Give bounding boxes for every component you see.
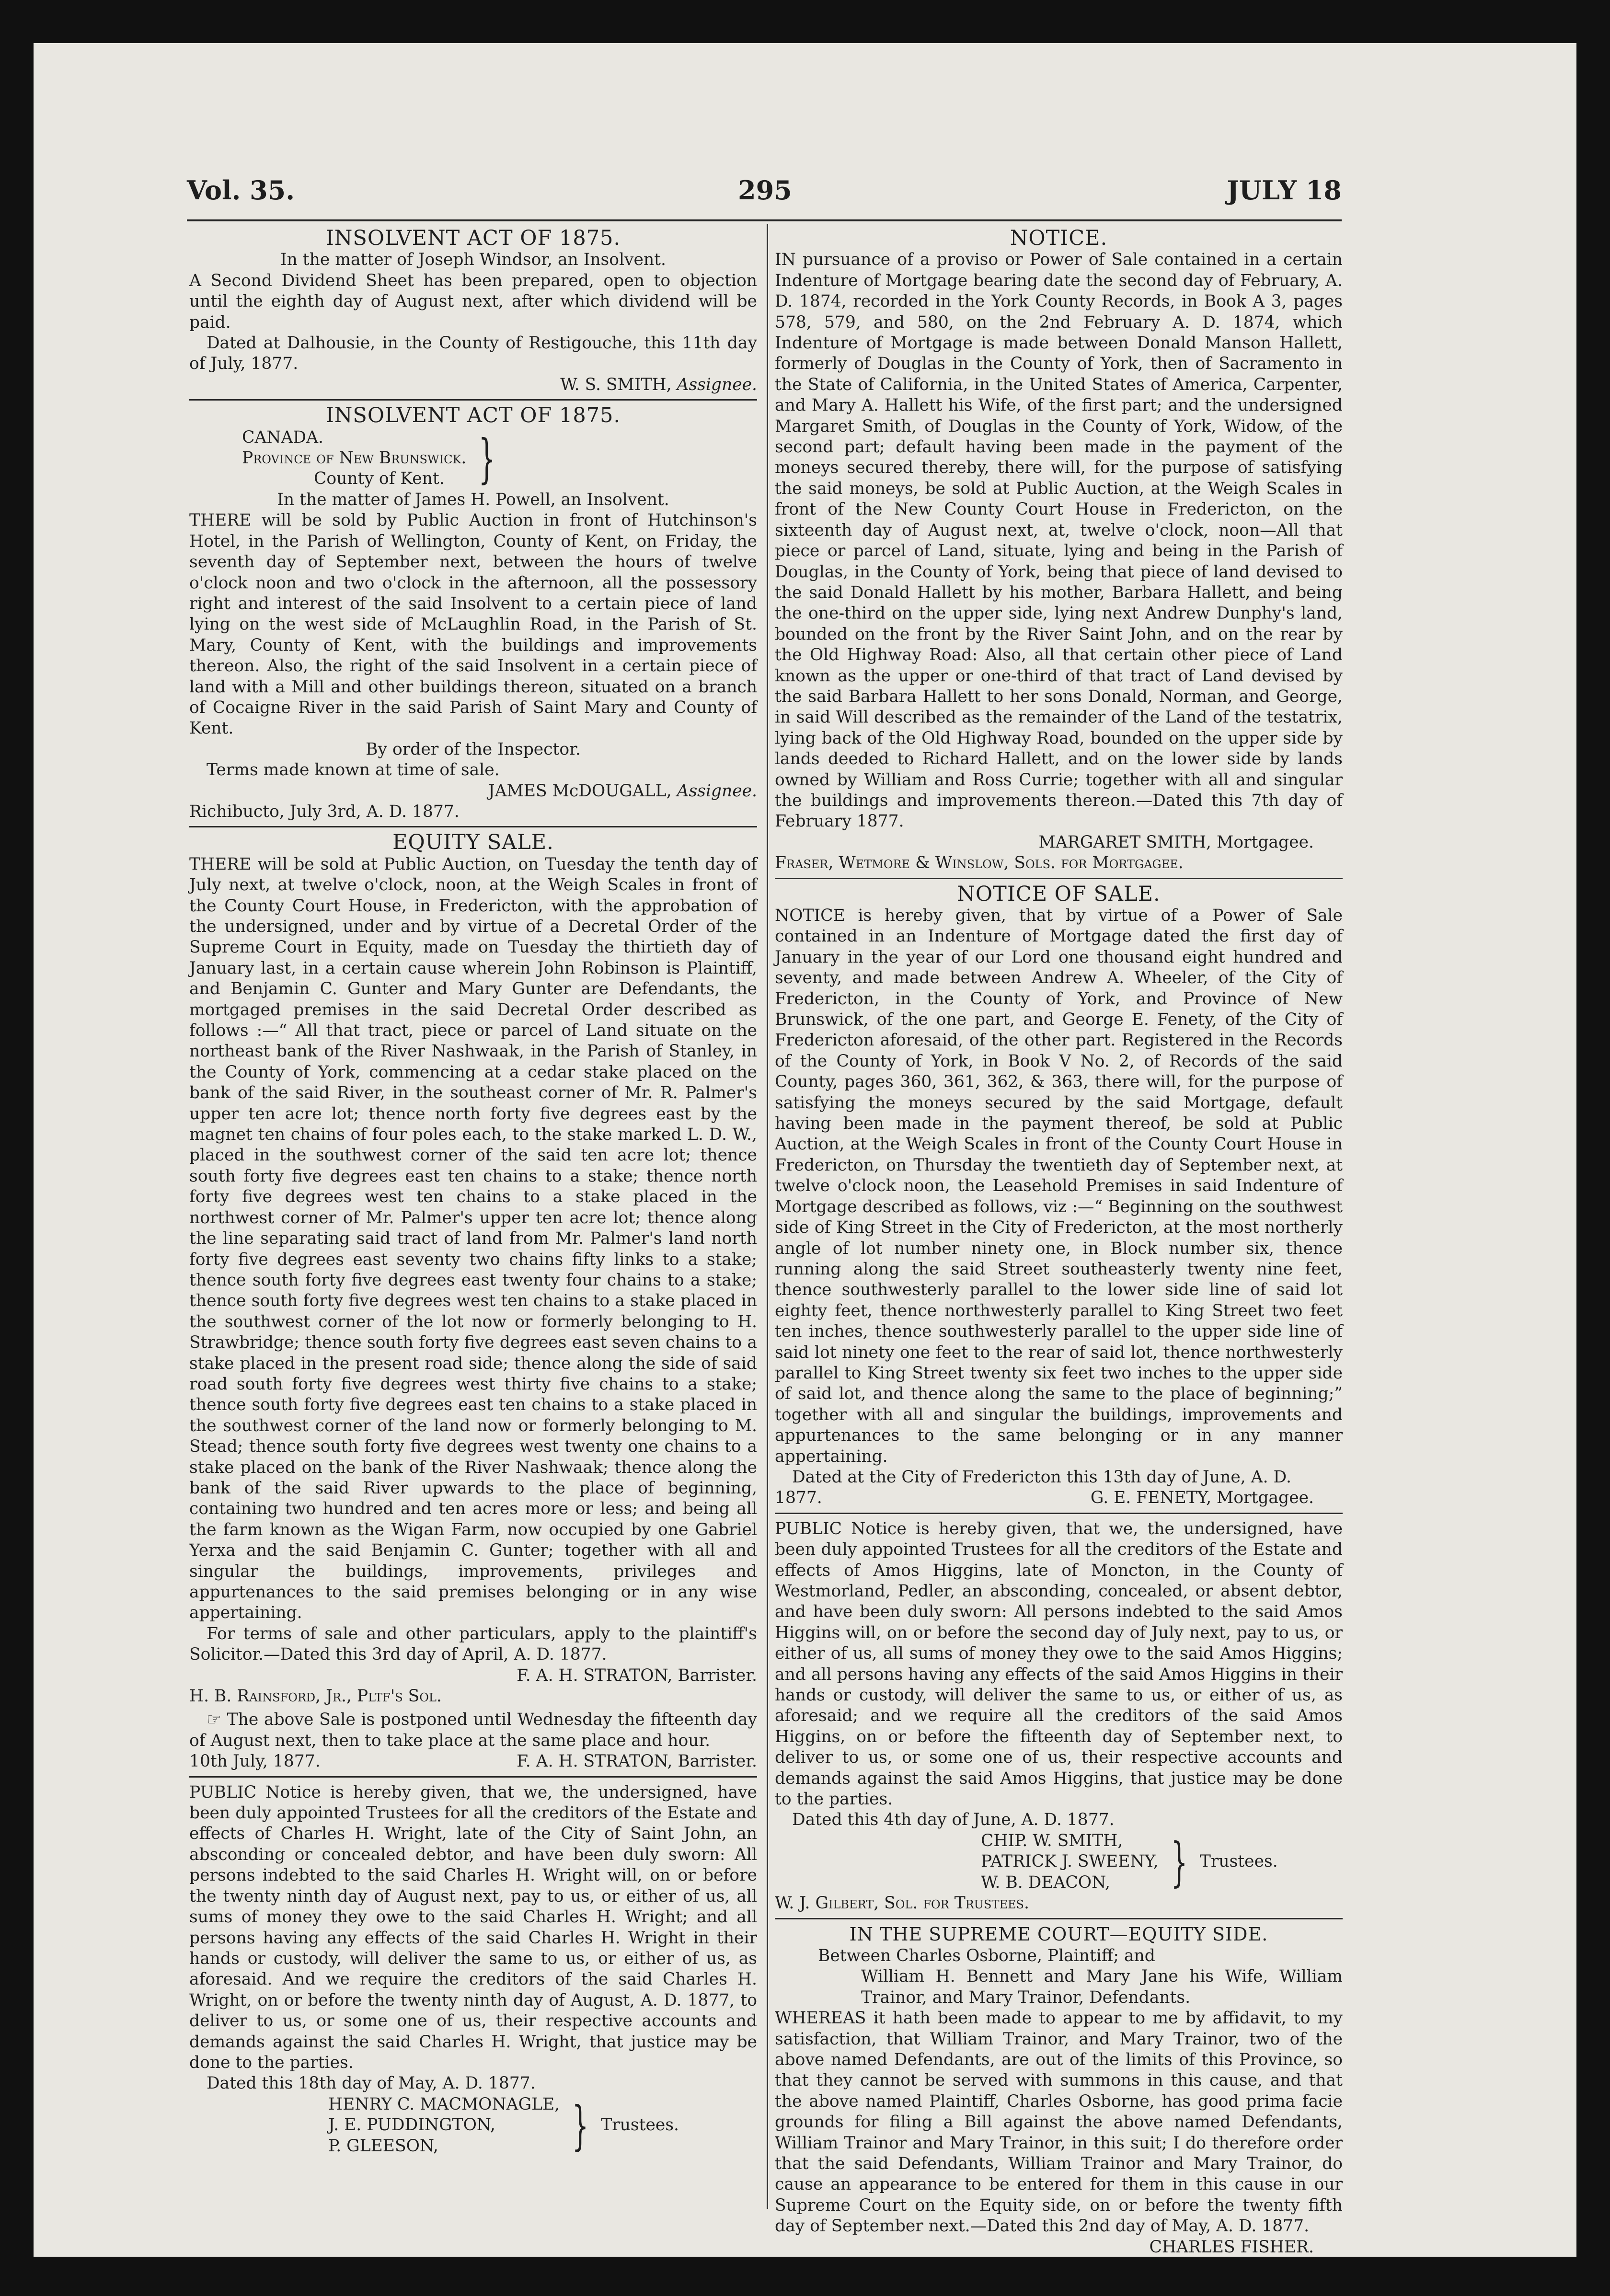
postponement-notice: ☞ The above Sale is postponed until Wednesday the fifteenth day of August next, then to take place at the same place and hour. [189, 1710, 757, 1750]
parties-line: Between Charles Osborne, Plaintiff; and [818, 1946, 1155, 1965]
trustee-name: PATRICK J. SWEENY, [981, 1852, 1159, 1871]
notice-body: THERE will be sold by Public Auction in front of Hutchinson's Hotel, in the Parish of Wellington, County of Kent, on Friday, the seventh day of September next, between the hours of twelve o'clock noon and two o'clock in the afternoon, all the possessory right and interest of the said Insolvent to a certain piece of land lying on the west side of McLaughlin Road, in the Parish of St. Mary, County of Kent, with the buildings and improvements thereon. Also, the right of the said Insolvent in a certain piece of land with a Mill and other buildings thereon, situated on a branch of Cocaigne River in the said Parish of Saint Mary and County of Kent. [189, 511, 757, 738]
postponement-footer [189, 1751, 757, 1772]
signature-name: JAMES McDOUGALL, [488, 781, 672, 801]
place-date: Richibucto, July 3rd, A. D. 1877. [189, 802, 460, 821]
notice-body: THERE will be sold at Public Auction, on Tuesday the tenth day of July next, at twelve o'clock, noon, at the Weigh Scales in front of the County Court House, in Fredericton, with the approbation of the undersigned, under and by virtue of a Decretal Order of the Supreme Court in Equity, made on Tuesday the thirtieth day of January last, in a certain cause wherein John Robinson is Plaintiff, and Benjamin C. Gunter and Mary Gunter are Defendants, the mortgaged premises in the said Decretal Order described as follows :—“ All that tract, piece or parcel of Land situate on the northeast bank of the River Nashwaak, in the Parish of Stanley, in the County of York, commencing at a cedar stake placed on the bank of the said River, in the southeast corner of Mr. R. Palmer's upper ten acre lot; thence north forty five degrees east by the magnet ten chains of four poles each, to the stake marked L. D. W., placed in the southwest corner of the said ten acre lot; thence south forty five degrees east ten chains to a stake; thence north forty five degrees west ten chains to a stake placed in the northwest corner of Mr. Palmer's upper ten acre lot; thence along the line separating said tract of land from Mr. Palmer's land north forty five degrees east seventy two chains fifty links to a stake; thence south forty five degrees east twenty four chains to a stake; thence south forty five degrees west ten chains to a stake placed in the southwest corner of the lot now or formerly belonging to H. Strawbridge; thence south forty five degrees east seven chains to a stake placed in the present road side; thence along the side of said road south forty five degrees west thirty five chains to a stake; thence south forty five degrees east ten chains to a stake placed in the southwest corner of the land now or formerly belonging to M. Stead; thence south forty five degrees west twenty one chains to a stake placed on the bank of the River Nashwaak; thence along the bank of the said River upwards to the place of beginning, containing two hundred and ten acres more or less; and being all the farm known as the Wigan Farm, now occupied by one Gabriel Yerxa and the said Benjamin C. Gunter; together with all and singular the buildings, improvements, privileges and appurtenances to the said premises belonging or in any wise appertaining. [189, 854, 757, 1623]
notice-body: IN pursuance of a proviso or Power of Sale contained in a certain Indenture of Mortgage bearing date the second day of February, A. D. 1874, recorded in the York County Records, in Book A 3, pages 578, 579, and 580, on the 2nd February A. D. 1874, which Indenture of Mortgage is made between Donald Manson Hallett, formerly of Douglas in the County of York, then of Sacramento in the State of California, in the United States of America, Carpenter, and Mary A. Hallett his Wife, of the first part; and the undersigned Margaret Smith, of Douglas in the County of York, Widow, of the second part; default having been made in the payment of the moneys secured thereby, there will, for the purpose of satisfying the said moneys, be sold at Public Auction, at the Weigh Scales in front of the New County Court House in Fredericton, on the sixteenth day of August next, at, twelve o'clock, noon—All that piece or parcel of Land, situate, lying and being in the Parish of Douglas, in the County of York, being that piece of land devised to the said Donald Hallett by his mother, Barbara Hallett, and being the one-third on the upper side, lying next Andrew Dunphy's land, bounded on the front by the River Saint John, and on the rear by the Old Highway Road: Also, all that certain other piece of Land known as the upper or one-third of that tract of Land devised by the said Barbara Hallett to her sons Donald, Norman, and George, in said Will described as the remainder of the Land of the testatrix, lying back of the Old Highway Road, bounded on the upper side by lands deeded to Richard Hallett, and on the lower side by lands owned by William and Ross Currie; together with all and singular the buildings and improvements thereon.—Dated this 7th day of February 1877. [775, 250, 1343, 831]
notice-signature: G. E. FENETY, Mortgagee. [1090, 1488, 1314, 1508]
issue-date: JULY 18 [1227, 175, 1342, 206]
notice-heading: INSOLVENT ACT OF 1875. [325, 226, 621, 250]
notice-powell [189, 405, 757, 822]
notice-separator [189, 1776, 757, 1778]
notice-separator [775, 878, 1343, 879]
terms: Terms made known at time of sale. [207, 760, 500, 780]
right-column [775, 226, 1343, 2258]
trustee-role: Trustees. [601, 2115, 679, 2135]
parties-line: William H. Bennett and Mary Jane his Wife, William Trainor, and Mary Trainor, Defendants. [861, 1967, 1343, 2007]
notice-heading: NOTICE. [1010, 226, 1108, 250]
postponement-signature: F. A. H. STRATON, Barrister. [517, 1752, 757, 1771]
notice-of-sale [775, 884, 1343, 1509]
brace-glyph: } [572, 2094, 589, 2156]
column-divider [767, 224, 768, 2209]
by-order: By order of the Inspector. [366, 739, 581, 759]
place-line: County of Kent. [314, 469, 445, 489]
notice-signature: F. A. H. STRATON, Barrister. [517, 1665, 757, 1685]
notice-court [775, 1924, 1343, 2258]
trustee-name: P. GLEESON, [328, 2136, 438, 2156]
notice-dated: Dated at Dalhousie, in the County of Restigouche, this 11th day of July, 1877. [189, 333, 757, 374]
brace-glyph: } [1171, 1831, 1188, 1893]
trustee-block [981, 1831, 1343, 1893]
place-line: CANADA. [242, 427, 323, 447]
signature-name: W. S. SMITH, [560, 375, 672, 394]
notice-dated: Dated this 18th day of May, A. D. 1877. [207, 2074, 536, 2093]
notice-year: 1877. [775, 1488, 822, 1508]
notice-body: PUBLIC Notice is hereby given, that we, the undersigned, have been duly appointed Trustees for all the creditors of the Estate and effects of Amos Higgins, late of Moncton, in the County of Westmorland, Pedler, an absconding, concealed, or absent debtor, and have been duly sworn: All persons indebted to the said Amos Higgins will, on or before the second day of July next, pay to us, or either of us, all sums of money they owe to the said Amos Higgins; and all persons having any effects of the said Amos Higgins in their hands or custody, will deliver the same to us, or either of us, as aforesaid; and we require all the creditors of the said Amos Higgins, on or before the fifteenth day of September next, to deliver to us, or some one of us, their respective accounts and demands against the said Amos Higgins, that justice may be done to the parties. [775, 1519, 1343, 1809]
notice-heading: IN THE SUPREME COURT—EQUITY SIDE. [849, 1923, 1268, 1945]
solicitor: H. B. Rainsford, Jr., Pltf's Sol. [189, 1687, 442, 1706]
notice-heading: INSOLVENT ACT OF 1875. [325, 403, 621, 428]
notice-signature [189, 781, 757, 802]
notice-higgins [775, 1519, 1343, 1914]
terms: For terms of sale and other particulars, apply to the plaintiff's Solicitor.—Dated this 3rd day of April, A. D. 1877. [189, 1624, 757, 1665]
notice-signature: CHARLES FISHER. [1149, 2237, 1314, 2257]
notice-body: PUBLIC Notice is hereby given, that we, the undersigned, have been duly appointed Trustees for all the creditors of the Estate and effects of Charles H. Wright, late of the City of Saint John, an absconding or concealed debtor, and have been duly sworn: All persons indebted to the said Charles H. Wright will, on or before the twenty ninth day of August next, pay to us, or either of us, all sums of money they owe to the said Charles H. Wright; and all persons having any effects of the said Charles H. Wright in their hands or custody, will deliver the same to us, or either of us, as aforesaid. And we require the creditors of the said Charles H. Wright, on or before the twenty ninth day of August, A. D. 1877, to deliver to us, or some one of us, their respective accounts and demands against the said Charles H. Wright, that justice may be done to the parties. [189, 1782, 757, 2072]
notice-equity-sale [189, 832, 757, 1772]
trustee-name: HENRY C. MACMONAGLE, [328, 2094, 560, 2114]
notice-body: WHEREAS it hath been made to appear to me by affidavit, to my satisfaction, that William Trainor, and Mary Trainor, two of the above named Defendants, are out of the limits of this Province, so that they cannot be served with summons in this cause, and that the above named Plaintiff, Charles Osborne, has good prima facie grounds for filing a Bill against the above named Defendants, William Trainor and Mary Trainor, in this suit; I do therefore order that the said Defendants, William Trainor and Mary Trainor, do cause an appearance to be entered for them in this cause in our Supreme Court on the Equity side, on or before the twenty fifth day of September next.—Dated this 2nd day of May, A. D. 1877. [775, 2009, 1343, 2236]
header-rule [187, 219, 1342, 221]
notice-subheading: In the matter of James H. Powell, an Insolvent. [277, 490, 669, 509]
trustee-name: W. B. DEACON, [981, 1872, 1111, 1892]
signature-role: Assignee. [677, 781, 757, 801]
page-number: 295 [738, 175, 792, 206]
notice-hallett [775, 228, 1343, 874]
volume-number: Vol. 35. [187, 175, 295, 206]
notice-separator [775, 1918, 1343, 1919]
solicitor: W. J. Gilbert, Sol. for Trustees. [775, 1894, 1029, 1913]
notice-separator [189, 399, 757, 401]
place-block [242, 427, 757, 490]
notice-body: A Second Dividend Sheet has been prepared, open to objection until the eighth day of August next, after which dividend will be paid. [189, 271, 757, 332]
notice-separator [775, 1513, 1343, 1514]
notice-heading: EQUITY SALE. [392, 830, 554, 855]
notice-heading: NOTICE OF SALE. [957, 882, 1161, 906]
notice-signature [189, 375, 757, 395]
notice-footer [775, 1488, 1343, 1508]
brace-glyph: } [478, 427, 495, 489]
trustee-name: J. E. PUDDINGTON, [328, 2115, 495, 2135]
trustee-block [328, 2094, 757, 2157]
page-header [149, 175, 1342, 208]
notice-windsor [189, 228, 757, 395]
notice-separator [189, 826, 757, 827]
place-line: Province of New Brunswick. [242, 448, 467, 468]
notice-dated: Dated this 4th day of June, A. D. 1877. [792, 1810, 1115, 1830]
postponement-date: 10th July, 1877. [189, 1752, 321, 1771]
trustee-name: CHIP. W. SMITH, [981, 1831, 1123, 1850]
notice-body: NOTICE is hereby given, that by virtue of a Power of Sale contained in an Indenture of Mortgage dated the first day of January in the year of our Lord one thousand eight hundred and seventy, and made between Andrew A. Wheeler, of the City of Fredericton, in the County of York, and Province of New Brunswick, of the one part, and George E. Fenety, of the City of Fredericton aforesaid, of the other part. Registered in the Records of the County of York, in Book V No. 2, of Records of the said County, pages 360, 361, 362, & 363, there will, for the purpose of satisfying the moneys secured by the said Mortgage, default having been made in the payment thereof, be sold at Public Auction, at the Weigh Scales in front of the County Court House in Fredericton, on Thursday the twentieth day of September next, at twelve o'clock noon, the Leasehold Premises in said Indenture of Mortgage described as follows, viz :—“ Beginning on the southwest side of King Street in the City of Fredericton, at the most northerly angle of lot number ninety one, in Block number six, thence running along the said Street southeasterly twenty nine feet, thence southwesterly parallel to the lower side line of said lot eighty feet, thence northwesterly parallel to King Street two feet ten inches, thence southwesterly parallel to the upper side line of said lot ninety one feet to the rear of said lot, thence northwesterly parallel to King Street twenty six feet two inches to the upper side of said lot, and thence along the same to the place of beginning;” together with all and singular the buildings, improvements and appurtenances to the same belonging or in any manner appertaining. [775, 906, 1343, 1466]
trustee-role: Trustees. [1199, 1852, 1278, 1871]
notice-subheading: In the matter of Joseph Windsor, an Insolvent. [280, 250, 667, 270]
solicitor: Fraser, Wetmore & Winslow, Sols. for Mortgagee. [775, 853, 1184, 873]
notice-dated: Dated at the City of Fredericton this 13th day of June, A. D. [792, 1467, 1291, 1487]
left-column [189, 226, 757, 2157]
signature-role: Assignee. [677, 375, 757, 394]
notice-wright [189, 1782, 757, 2157]
notice-signature: MARGARET SMITH, Mortgagee. [1038, 832, 1314, 852]
